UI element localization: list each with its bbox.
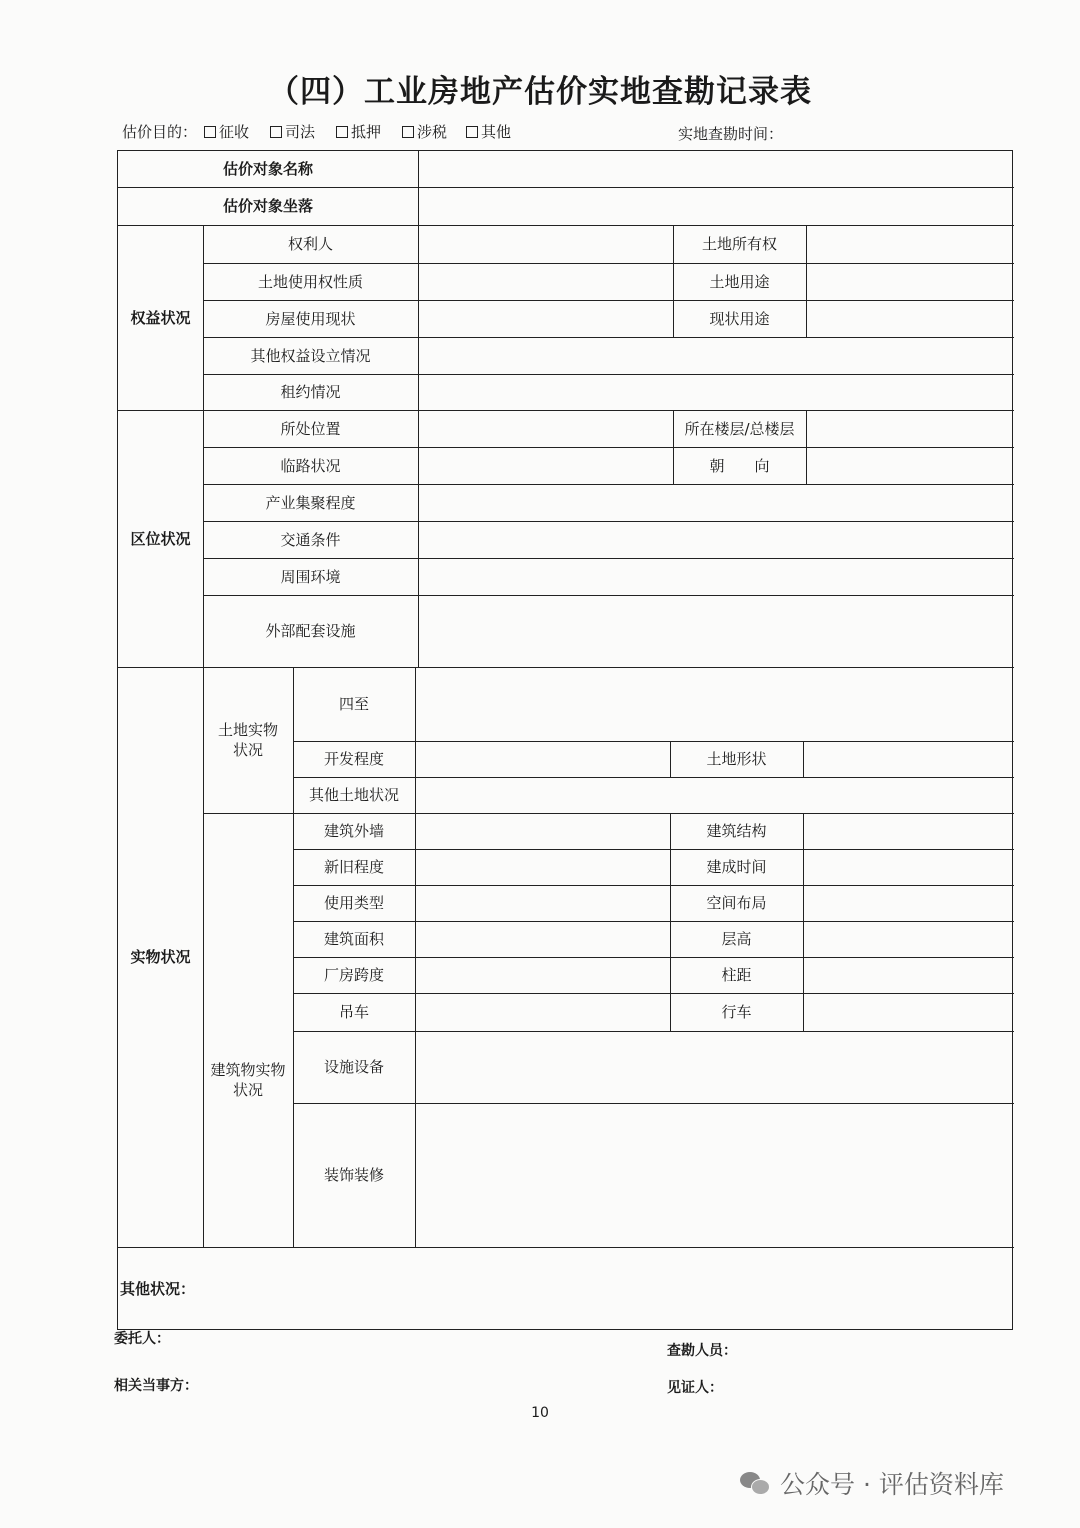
orientation-label: 朝 向 (709, 456, 770, 475)
layout-label: 空间布局 (706, 894, 767, 912)
watermark (740, 1465, 1004, 1501)
traveling-crane-label: 行车 (721, 1003, 752, 1021)
page-title: （四）工业房地产估价实地查勘记录表 (268, 74, 812, 110)
watermark-text: 公众号 · 评估资料库 (780, 1470, 1004, 1499)
purpose-option-other[interactable]: 其他 (466, 121, 511, 142)
house-use-status-label: 房屋使用现状 (265, 309, 356, 328)
current-use-label: 现状用途 (709, 309, 770, 328)
land-shape-label: 土地形状 (706, 750, 767, 768)
survey-record-form (117, 150, 1013, 1330)
position-label: 所处位置 (280, 419, 341, 438)
development-label: 开发程度 (323, 750, 384, 768)
crane-label: 吊车 (338, 1003, 369, 1021)
page-number: 10 (531, 1405, 549, 1421)
rights-section-label: 权益状况 (130, 308, 191, 327)
purpose-option-mortgage[interactable]: 抵押 (336, 121, 381, 142)
road-label: 临路状况 (280, 456, 341, 475)
floor-label: 所在楼层/总楼层 (684, 419, 795, 438)
building-physical-group-label: 建筑物实物 状况 (210, 1061, 286, 1099)
rights-holder-label: 权利人 (287, 235, 333, 253)
checkbox-icon[interactable] (336, 126, 348, 138)
decoration-label: 装饰装修 (323, 1166, 384, 1184)
newness-label: 新旧程度 (323, 858, 384, 876)
object-name-value[interactable] (418, 151, 1014, 187)
location-section-label: 区位状况 (130, 529, 191, 548)
physical-section-label: 实物状况 (130, 948, 191, 966)
exterior-wall-label: 建筑外墙 (323, 822, 384, 840)
checkbox-icon[interactable] (402, 126, 414, 138)
boundaries-label: 四至 (338, 695, 369, 713)
surroundings-label: 周围环境 (280, 567, 341, 586)
structure-label: 建筑结构 (706, 822, 767, 840)
purpose-option-judicial[interactable]: 司法 (270, 121, 315, 142)
other-rights-label: 其他权益设立情况 (250, 346, 371, 365)
client-label: 委托人： (114, 1331, 170, 1347)
land-use-label: 土地用途 (709, 272, 770, 291)
other-land-label: 其他土地状况 (308, 786, 399, 804)
traffic-label: 交通条件 (280, 530, 341, 549)
inspector-label: 查勘人员： (667, 1343, 737, 1359)
usage-type-label: 使用类型 (323, 894, 384, 912)
witness-label: 见证人： (667, 1380, 723, 1396)
checkbox-icon[interactable] (204, 126, 216, 138)
industry-cluster-label: 产业集聚程度 (265, 493, 356, 512)
survey-time-label: 实地查勘时间： (678, 125, 784, 143)
land-ownership-label: 土地所有权 (701, 235, 777, 253)
land-physical-group-label: 土地实物 状况 (217, 721, 278, 759)
purpose-label: 估价目的： (122, 123, 198, 141)
column-spacing-label: 柱距 (721, 966, 752, 984)
build-time-label: 建成时间 (706, 858, 767, 876)
checkbox-icon[interactable] (270, 126, 282, 138)
span-label: 厂房跨度 (323, 966, 384, 984)
purpose-option-tax[interactable]: 涉税 (402, 121, 447, 142)
external-facilities-label: 外部配套设施 (265, 622, 356, 640)
checkbox-icon[interactable] (466, 126, 478, 138)
lease-label: 租约情况 (280, 383, 341, 401)
related-party-label: 相关当事方： (114, 1378, 198, 1394)
floor-area-label: 建筑面积 (323, 930, 384, 948)
valuation-purpose-row (122, 121, 1022, 145)
object-location-label: 估价对象坐落 (222, 197, 313, 215)
wechat-icon (740, 1470, 770, 1496)
purpose-option-expropriation[interactable]: 征收 (204, 121, 249, 142)
floor-height-label: 层高 (721, 930, 752, 948)
other-status-label: 其他状况： (120, 1280, 196, 1298)
object-name-label: 估价对象名称 (222, 160, 313, 178)
land-use-right-nature-label: 土地使用权性质 (257, 272, 363, 291)
equipment-label: 设施设备 (323, 1058, 384, 1076)
object-location-value[interactable] (418, 187, 1014, 225)
